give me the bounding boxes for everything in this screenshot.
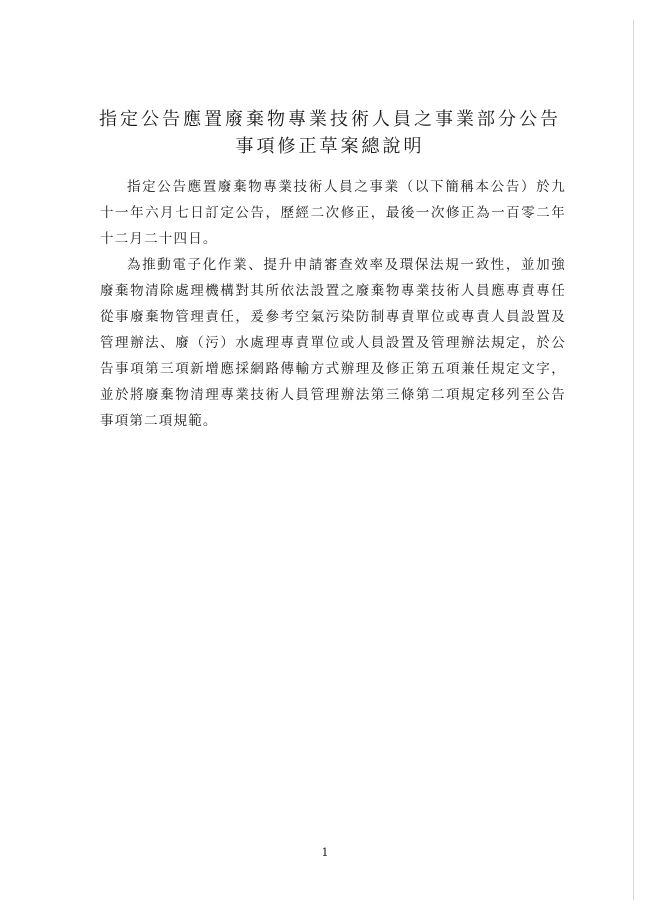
document-title: 指定公告應置廢棄物專業技術人員之事業部分公告事項修正草案總說明 (99, 109, 561, 157)
paragraph-amendment-reason: 為推動電子化作業、提升申請審查效率及環保法規一致性，並加強廢棄物清除處理機構對其所依法設置之廢棄物專業技術人員應專責專任從事廢棄物管理責任，爰參考空氣污染防制專責單位或專責人員設置及管理辦法、廢（污）水處理專責單位或人員設置及管理辦法規定，於公告事項第三項新增應採網路傳輸方式辦理及修正第五項兼任規定文字，並於將廢棄物清理專業技術人員管理辦法第三條第二項規定移列至公告事項第二項規範。 (100, 257, 566, 429)
scan-edge-line (633, 20, 634, 900)
paragraph-background: 指定公告應置廢棄物專業技術人員之事業（以下簡稱本公告）於九十一年六月七日訂定公告，歷經二次修正，最後一次修正為一百零二年十二月二十四日。 (100, 179, 566, 247)
document-body (100, 174, 566, 434)
page-number: 1 (321, 846, 329, 859)
